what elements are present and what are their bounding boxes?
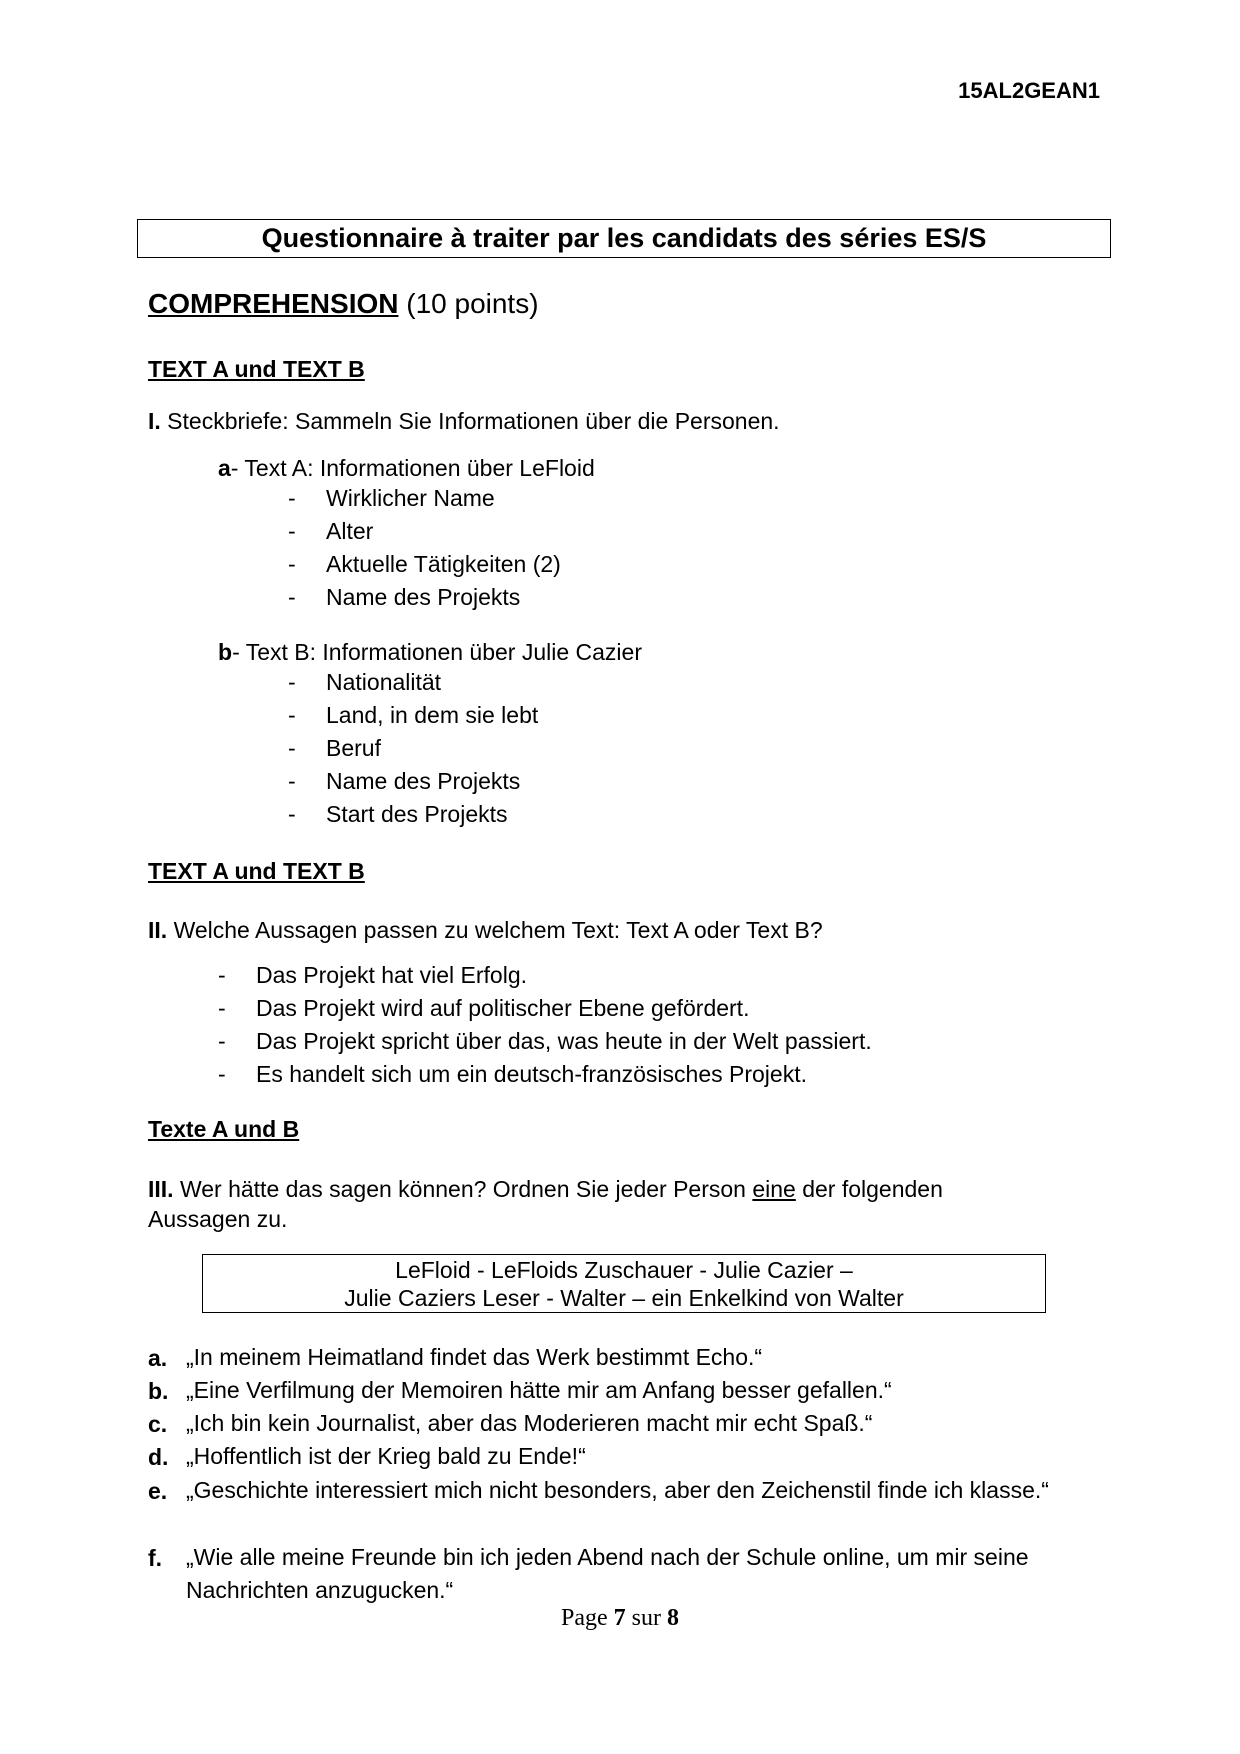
section3-question-text-3: Aussagen zu. [148,1206,288,1232]
list-item-text: Wirklicher Name [326,485,495,511]
section1-question-number: I. [148,408,161,434]
persons-box [202,1254,1046,1313]
section3-question-text: Wer hätte das sagen können? Ordnen Sie jeder Person [179,1176,746,1202]
quote-letter: f. [148,1545,163,1571]
list-item: - Name des Projekts [288,768,521,794]
section1-question-text: Steckbriefe: Sammeln Sie Informationen über die Personen. [167,408,780,434]
list-item: - Das Projekt wird auf politischer Ebene gefördert. [218,995,750,1021]
list-item: - Beruf [288,735,381,761]
list-item: - Nationalität [288,669,442,695]
list-item: - Wirklicher Name [288,485,495,511]
quote-letter: e. [148,1478,168,1504]
footer-prefix: Page [561,1605,608,1631]
persons-box-line2: Julie Caziers Leser - Walter – ein Enkelkind von Walter [344,1285,904,1311]
section3-heading: Texte A und B [148,1116,300,1142]
quote-text: „Eine Verfilmung der Memoiren hätte mir am Anfang besser gefallen.“ [186,1377,892,1403]
part-b-text: - Text B: Informationen über Julie Cazier [232,639,642,665]
section3-question-text-2: der folgenden [802,1176,943,1202]
list-item-text: Alter [326,518,374,544]
list-item: - Start des Projekts [288,801,508,827]
quote-letter: a. [148,1345,168,1371]
list-item-text: Das Projekt hat viel Erfolg. [256,962,528,988]
section1-heading: TEXT A und TEXT B [148,356,365,382]
section3-question [148,1174,1068,1234]
footer-page-number: 7 [613,1605,626,1631]
list-item-text: Das Projekt spricht über das, was heute in der Welt passiert. [256,1028,872,1054]
quote-text: „Ich bin kein Journalist, aber das Moderieren macht mir echt Spaß.“ [186,1410,873,1436]
quote-text: „Geschichte interessiert mich nicht besonders, aber den Zeichenstil finde ich klasse.“ [186,1477,1049,1503]
document-code: 15AL2GEAN1 [958,78,1100,103]
list-item-text: Beruf [326,735,381,761]
section2-question-number: II. [148,917,168,943]
quote-text: „Wie alle meine Freunde bin ich jeden Abend nach der Schule online, um mir seine Nachrichten anzugucken.“ [186,1544,1029,1603]
part-a-heading [218,455,595,482]
list-item-text: Name des Projekts [326,584,521,610]
list-item-text: Das Projekt wird auf politischer Ebene gefördert. [256,995,750,1021]
comprehension-heading [148,288,539,320]
comprehension-points: (10 points) [406,288,539,319]
footer-middle: sur [631,1605,661,1631]
part-a-letter: a [218,455,231,481]
quote-letter: b. [148,1378,169,1404]
section3-question-underlined: eine [752,1176,796,1202]
list-item-text: Nationalität [326,669,442,695]
persons-box-line1: LeFloid - LeFloids Zuschauer - Julie Cazier – [395,1257,853,1283]
part-b-heading [218,639,642,666]
section2-question [148,917,823,944]
list-item: - Aktuelle Tätigkeiten (2) [288,551,561,577]
section1-question [148,408,780,435]
page-title: Questionnaire à traiter par les candidats des séries ES/S [137,219,1111,258]
footer-page-total: 8 [667,1605,679,1631]
section2-question-text: Welche Aussagen passen zu welchem Text: Text A oder Text B? [173,917,823,943]
list-item: - Das Projekt hat viel Erfolg. [218,962,528,988]
list-item-text: Name des Projekts [326,768,521,794]
section2-heading: TEXT A und TEXT B [148,858,365,884]
quote-letter: c. [148,1411,168,1437]
part-a-text: - Text A: Informationen über LeFloid [230,455,595,481]
quote-letter: d. [148,1444,169,1470]
list-item-text: Start des Projekts [326,801,508,827]
quote-text: „In meinem Heimatland findet das Werk bestimmt Echo.“ [186,1344,763,1370]
list-item-text: Land, in dem sie lebt [326,702,539,728]
list-item-text: Es handelt sich um ein deutsch-französisches Projekt. [256,1061,807,1087]
quote-text: „Hoffentlich ist der Krieg bald zu Ende!“ [186,1443,586,1469]
section3-question-number: III. [148,1176,174,1202]
part-b-letter: b [218,639,233,665]
list-item: - Alter [288,518,374,544]
list-item: - Land, in dem sie lebt [288,702,539,728]
list-item: - Name des Projekts [288,584,521,610]
page-footer [0,1605,1240,1632]
list-item: - Das Projekt spricht über das, was heute in der Welt passiert. [218,1028,872,1054]
list-item-text: Aktuelle Tätigkeiten (2) [326,551,561,577]
list-item: - Es handelt sich um ein deutsch-französisches Projekt. [218,1061,807,1087]
comprehension-label: COMPREHENSION [148,288,399,319]
